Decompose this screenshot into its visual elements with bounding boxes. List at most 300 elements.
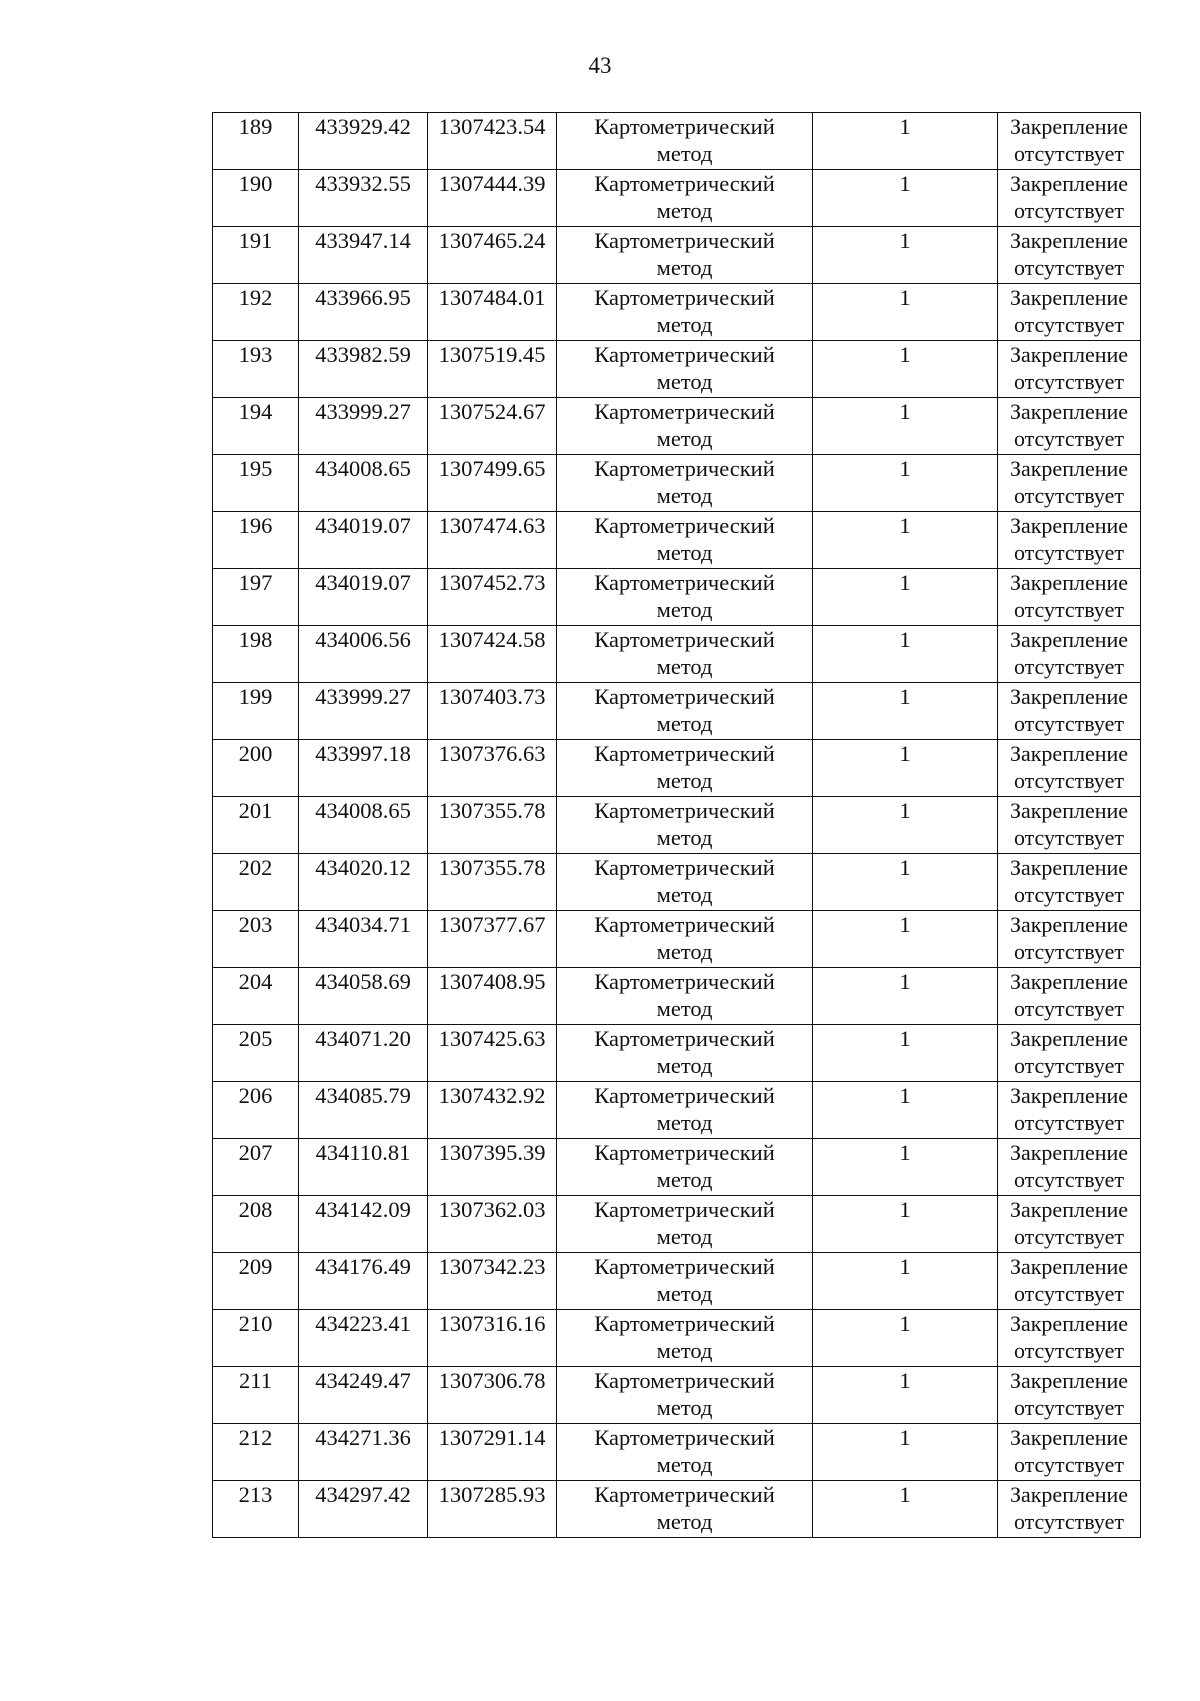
x-coordinate-cell-text: 434006.56 bbox=[315, 627, 411, 652]
table-row bbox=[213, 1139, 1141, 1196]
method-cell bbox=[557, 1025, 813, 1082]
y-coordinate-cell bbox=[428, 1082, 557, 1139]
accuracy-cell bbox=[813, 1310, 998, 1367]
point-number-cell bbox=[213, 797, 299, 854]
accuracy-cell bbox=[813, 170, 998, 227]
y-coordinate-cell-text: 1307291.14 bbox=[438, 1425, 546, 1450]
point-number-cell-text: 206 bbox=[238, 1083, 273, 1108]
table-row bbox=[213, 113, 1141, 170]
x-coordinate-cell bbox=[299, 626, 428, 683]
fixation-cell-text: Закрепление bbox=[1009, 228, 1129, 253]
point-number-cell-text: 208 bbox=[238, 1197, 273, 1222]
method-cell bbox=[557, 1310, 813, 1367]
point-number-cell-text: 211 bbox=[239, 1368, 272, 1393]
method-cell-text: метод bbox=[656, 1395, 713, 1420]
method-cell-text: Картометрический bbox=[594, 228, 775, 253]
y-coordinate-cell bbox=[428, 1310, 557, 1367]
point-number-cell bbox=[213, 1139, 299, 1196]
point-number-cell-text: 199 bbox=[238, 684, 273, 709]
x-coordinate-cell bbox=[299, 1481, 428, 1538]
y-coordinate-cell-text: 1307519.45 bbox=[438, 342, 546, 367]
x-coordinate-cell bbox=[299, 740, 428, 797]
y-coordinate-cell-text: 1307424.58 bbox=[438, 627, 546, 652]
x-coordinate-cell bbox=[299, 113, 428, 170]
accuracy-cell bbox=[813, 1025, 998, 1082]
method-cell bbox=[557, 284, 813, 341]
fixation-cell-text: отсутствует bbox=[1013, 369, 1125, 394]
fixation-cell-text: Закрепление bbox=[1009, 570, 1129, 595]
y-coordinate-cell-text: 1307444.39 bbox=[438, 171, 546, 196]
fixation-cell-text: Закрепление bbox=[1009, 684, 1129, 709]
method-cell-text: Картометрический bbox=[594, 627, 775, 652]
method-cell-text: Картометрический bbox=[594, 513, 775, 538]
method-cell bbox=[557, 740, 813, 797]
x-coordinate-cell bbox=[299, 341, 428, 398]
fixation-cell-text: отсутствует bbox=[1013, 711, 1125, 736]
point-number-cell-text: 196 bbox=[238, 513, 273, 538]
point-number-cell bbox=[213, 512, 299, 569]
fixation-cell-text: отсутствует bbox=[1013, 768, 1125, 793]
coordinates-table bbox=[212, 112, 1141, 1538]
x-coordinate-cell-text: 434019.07 bbox=[315, 513, 411, 538]
point-number-cell bbox=[213, 1025, 299, 1082]
accuracy-cell bbox=[813, 797, 998, 854]
accuracy-cell bbox=[813, 1082, 998, 1139]
method-cell-text: Картометрический bbox=[594, 171, 775, 196]
point-number-cell bbox=[213, 740, 299, 797]
fixation-cell bbox=[998, 968, 1141, 1025]
table-row bbox=[213, 569, 1141, 626]
x-coordinate-cell-text: 434142.09 bbox=[315, 1197, 411, 1222]
fixation-cell-text: Закрепление bbox=[1009, 1425, 1129, 1450]
point-number-cell bbox=[213, 683, 299, 740]
y-coordinate-cell-text: 1307499.65 bbox=[438, 456, 546, 481]
fixation-cell-text: Закрепление bbox=[1009, 1311, 1129, 1336]
fixation-cell bbox=[998, 113, 1141, 170]
fixation-cell-text: Закрепление bbox=[1009, 456, 1129, 481]
method-cell bbox=[557, 341, 813, 398]
method-cell-text: Картометрический bbox=[594, 1254, 775, 1279]
fixation-cell-text: отсутствует bbox=[1013, 426, 1125, 451]
fixation-cell bbox=[998, 854, 1141, 911]
x-coordinate-cell bbox=[299, 1253, 428, 1310]
y-coordinate-cell-text: 1307376.63 bbox=[438, 741, 546, 766]
method-cell bbox=[557, 455, 813, 512]
table-row bbox=[213, 341, 1141, 398]
y-coordinate-cell-text: 1307423.54 bbox=[438, 114, 546, 139]
method-cell-text: Картометрический bbox=[594, 1425, 775, 1450]
fixation-cell-text: Закрепление bbox=[1009, 1482, 1129, 1507]
method-cell-text: метод bbox=[656, 711, 713, 736]
table-row bbox=[213, 1481, 1141, 1538]
accuracy-cell bbox=[813, 683, 998, 740]
point-number-cell bbox=[213, 1310, 299, 1367]
method-cell-text: Картометрический bbox=[594, 342, 775, 367]
table-row bbox=[213, 170, 1141, 227]
fixation-cell-text: отсутствует bbox=[1013, 1224, 1125, 1249]
x-coordinate-cell bbox=[299, 512, 428, 569]
y-coordinate-cell-text: 1307306.78 bbox=[438, 1368, 546, 1393]
method-cell-text: Картометрический bbox=[594, 1026, 775, 1051]
accuracy-cell-text: 1 bbox=[899, 798, 911, 823]
coordinates-table-body bbox=[213, 113, 1141, 1538]
point-number-cell-text: 193 bbox=[238, 342, 273, 367]
y-coordinate-cell-text: 1307355.78 bbox=[438, 855, 546, 880]
x-coordinate-cell bbox=[299, 1367, 428, 1424]
x-coordinate-cell-text: 434058.69 bbox=[315, 969, 411, 994]
y-coordinate-cell bbox=[428, 512, 557, 569]
method-cell-text: Картометрический bbox=[594, 570, 775, 595]
fixation-cell-text: Закрепление bbox=[1009, 627, 1129, 652]
x-coordinate-cell bbox=[299, 968, 428, 1025]
method-cell-text: Картометрический bbox=[594, 285, 775, 310]
y-coordinate-cell bbox=[428, 854, 557, 911]
method-cell-text: Картометрический bbox=[594, 684, 775, 709]
method-cell bbox=[557, 1196, 813, 1253]
method-cell-text: метод bbox=[656, 597, 713, 622]
accuracy-cell bbox=[813, 512, 998, 569]
y-coordinate-cell-text: 1307484.01 bbox=[438, 285, 546, 310]
point-number-cell-text: 195 bbox=[238, 456, 273, 481]
accuracy-cell-text: 1 bbox=[899, 1368, 911, 1393]
method-cell-text: Картометрический bbox=[594, 456, 775, 481]
x-coordinate-cell-text: 434008.65 bbox=[315, 456, 411, 481]
accuracy-cell-text: 1 bbox=[899, 228, 911, 253]
fixation-cell-text: отсутствует bbox=[1013, 540, 1125, 565]
y-coordinate-cell bbox=[428, 1139, 557, 1196]
y-coordinate-cell-text: 1307452.73 bbox=[438, 570, 546, 595]
y-coordinate-cell bbox=[428, 227, 557, 284]
accuracy-cell-text: 1 bbox=[899, 1140, 911, 1165]
point-number-cell bbox=[213, 854, 299, 911]
fixation-cell-text: отсутствует bbox=[1013, 1509, 1125, 1534]
method-cell-text: метод bbox=[656, 1053, 713, 1078]
accuracy-cell-text: 1 bbox=[899, 912, 911, 937]
y-coordinate-cell-text: 1307355.78 bbox=[438, 798, 546, 823]
accuracy-cell bbox=[813, 227, 998, 284]
y-coordinate-cell-text: 1307285.93 bbox=[438, 1482, 546, 1507]
method-cell-text: метод bbox=[656, 198, 713, 223]
y-coordinate-cell-text: 1307377.67 bbox=[438, 912, 546, 937]
fixation-cell-text: Закрепление bbox=[1009, 1140, 1129, 1165]
method-cell bbox=[557, 1082, 813, 1139]
accuracy-cell-text: 1 bbox=[899, 684, 911, 709]
point-number-cell bbox=[213, 968, 299, 1025]
x-coordinate-cell bbox=[299, 1139, 428, 1196]
method-cell-text: метод bbox=[656, 1167, 713, 1192]
x-coordinate-cell-text: 434008.65 bbox=[315, 798, 411, 823]
y-coordinate-cell bbox=[428, 284, 557, 341]
method-cell-text: метод bbox=[656, 1110, 713, 1135]
y-coordinate-cell bbox=[428, 113, 557, 170]
fixation-cell-text: отсутствует bbox=[1013, 1281, 1125, 1306]
table-row bbox=[213, 1310, 1141, 1367]
point-number-cell-text: 190 bbox=[238, 171, 273, 196]
x-coordinate-cell-text: 434110.81 bbox=[315, 1140, 411, 1165]
fixation-cell-text: Закрепление bbox=[1009, 912, 1129, 937]
x-coordinate-cell-text: 434034.71 bbox=[315, 912, 411, 937]
fixation-cell-text: отсутствует bbox=[1013, 825, 1125, 850]
fixation-cell-text: Закрепление bbox=[1009, 342, 1129, 367]
y-coordinate-cell bbox=[428, 1424, 557, 1481]
method-cell bbox=[557, 227, 813, 284]
y-coordinate-cell-text: 1307342.23 bbox=[438, 1254, 546, 1279]
point-number-cell-text: 213 bbox=[238, 1482, 273, 1507]
x-coordinate-cell bbox=[299, 1082, 428, 1139]
y-coordinate-cell-text: 1307316.16 bbox=[438, 1311, 546, 1336]
table-row bbox=[213, 1367, 1141, 1424]
accuracy-cell bbox=[813, 1253, 998, 1310]
y-coordinate-cell-text: 1307432.92 bbox=[438, 1083, 546, 1108]
method-cell-text: Картометрический bbox=[594, 1482, 775, 1507]
fixation-cell bbox=[998, 227, 1141, 284]
fixation-cell-text: отсутствует bbox=[1013, 939, 1125, 964]
point-number-cell-text: 200 bbox=[238, 741, 273, 766]
method-cell-text: Картометрический bbox=[594, 969, 775, 994]
method-cell bbox=[557, 113, 813, 170]
point-number-cell bbox=[213, 113, 299, 170]
point-number-cell bbox=[213, 911, 299, 968]
x-coordinate-cell-text: 434223.41 bbox=[315, 1311, 411, 1336]
page-number: 43 bbox=[588, 53, 612, 78]
point-number-cell bbox=[213, 1367, 299, 1424]
method-cell-text: метод bbox=[656, 768, 713, 793]
method-cell-text: метод bbox=[656, 654, 713, 679]
accuracy-cell bbox=[813, 1367, 998, 1424]
fixation-cell bbox=[998, 341, 1141, 398]
point-number-cell-text: 203 bbox=[238, 912, 273, 937]
point-number-cell-text: 191 bbox=[238, 228, 273, 253]
x-coordinate-cell-text: 433929.42 bbox=[315, 114, 411, 139]
accuracy-cell-text: 1 bbox=[899, 171, 911, 196]
fixation-cell-text: Закрепление bbox=[1009, 1083, 1129, 1108]
x-coordinate-cell-text: 433947.14 bbox=[315, 228, 411, 253]
method-cell bbox=[557, 1139, 813, 1196]
point-number-cell-text: 189 bbox=[238, 114, 273, 139]
x-coordinate-cell bbox=[299, 911, 428, 968]
y-coordinate-cell-text: 1307395.39 bbox=[438, 1140, 546, 1165]
table-row bbox=[213, 512, 1141, 569]
table-row bbox=[213, 284, 1141, 341]
x-coordinate-cell bbox=[299, 170, 428, 227]
point-number-cell bbox=[213, 1253, 299, 1310]
fixation-cell bbox=[998, 170, 1141, 227]
table-row bbox=[213, 1025, 1141, 1082]
method-cell bbox=[557, 626, 813, 683]
x-coordinate-cell bbox=[299, 854, 428, 911]
point-number-cell-text: 207 bbox=[238, 1140, 273, 1165]
x-coordinate-cell bbox=[299, 455, 428, 512]
x-coordinate-cell-text: 434020.12 bbox=[315, 855, 411, 880]
table-row bbox=[213, 626, 1141, 683]
accuracy-cell-text: 1 bbox=[899, 1197, 911, 1222]
accuracy-cell bbox=[813, 740, 998, 797]
fixation-cell-text: Закрепление bbox=[1009, 1026, 1129, 1051]
method-cell bbox=[557, 569, 813, 626]
fixation-cell-text: отсутствует bbox=[1013, 141, 1125, 166]
fixation-cell-text: Закрепление bbox=[1009, 741, 1129, 766]
point-number-cell-text: 198 bbox=[238, 627, 273, 652]
x-coordinate-cell bbox=[299, 1025, 428, 1082]
point-number-cell-text: 205 bbox=[238, 1026, 273, 1051]
method-cell bbox=[557, 170, 813, 227]
x-coordinate-cell bbox=[299, 398, 428, 455]
x-coordinate-cell bbox=[299, 284, 428, 341]
fixation-cell-text: Закрепление bbox=[1009, 855, 1129, 880]
x-coordinate-cell-text: 434085.79 bbox=[315, 1083, 411, 1108]
fixation-cell bbox=[998, 1424, 1141, 1481]
accuracy-cell bbox=[813, 341, 998, 398]
y-coordinate-cell bbox=[428, 569, 557, 626]
accuracy-cell bbox=[813, 569, 998, 626]
x-coordinate-cell bbox=[299, 683, 428, 740]
accuracy-cell-text: 1 bbox=[899, 570, 911, 595]
x-coordinate-cell-text: 433999.27 bbox=[315, 399, 411, 424]
accuracy-cell-text: 1 bbox=[899, 1254, 911, 1279]
y-coordinate-cell-text: 1307474.63 bbox=[438, 513, 546, 538]
method-cell-text: Картометрический bbox=[594, 741, 775, 766]
fixation-cell-text: отсутствует bbox=[1013, 483, 1125, 508]
fixation-cell-text: Закрепление bbox=[1009, 285, 1129, 310]
method-cell-text: Картометрический bbox=[594, 1083, 775, 1108]
method-cell-text: Картометрический bbox=[594, 1140, 775, 1165]
accuracy-cell bbox=[813, 398, 998, 455]
fixation-cell bbox=[998, 1481, 1141, 1538]
y-coordinate-cell bbox=[428, 455, 557, 512]
fixation-cell bbox=[998, 1253, 1141, 1310]
method-cell-text: метод bbox=[656, 255, 713, 280]
y-coordinate-cell bbox=[428, 398, 557, 455]
method-cell-text: Картометрический bbox=[594, 114, 775, 139]
table-row bbox=[213, 227, 1141, 284]
method-cell-text: метод bbox=[656, 996, 713, 1021]
table-row bbox=[213, 1424, 1141, 1481]
point-number-cell bbox=[213, 398, 299, 455]
y-coordinate-cell bbox=[428, 170, 557, 227]
table-row bbox=[213, 1253, 1141, 1310]
accuracy-cell bbox=[813, 1139, 998, 1196]
method-cell-text: Картометрический bbox=[594, 1311, 775, 1336]
fixation-cell-text: Закрепление bbox=[1009, 969, 1129, 994]
fixation-cell bbox=[998, 911, 1141, 968]
method-cell bbox=[557, 968, 813, 1025]
fixation-cell bbox=[998, 683, 1141, 740]
method-cell-text: метод bbox=[656, 825, 713, 850]
fixation-cell bbox=[998, 455, 1141, 512]
x-coordinate-cell-text: 434176.49 bbox=[315, 1254, 411, 1279]
fixation-cell-text: отсутствует bbox=[1013, 1452, 1125, 1477]
method-cell-text: Картометрический bbox=[594, 1197, 775, 1222]
fixation-cell-text: отсутствует bbox=[1013, 654, 1125, 679]
fixation-cell-text: Закрепление bbox=[1009, 1197, 1129, 1222]
point-number-cell-text: 201 bbox=[238, 798, 273, 823]
point-number-cell-text: 192 bbox=[238, 285, 273, 310]
method-cell bbox=[557, 683, 813, 740]
accuracy-cell bbox=[813, 626, 998, 683]
method-cell-text: метод bbox=[656, 1452, 713, 1477]
point-number-cell bbox=[213, 1082, 299, 1139]
x-coordinate-cell-text: 433999.27 bbox=[315, 684, 411, 709]
accuracy-cell bbox=[813, 113, 998, 170]
fixation-cell-text: отсутствует bbox=[1013, 597, 1125, 622]
fixation-cell-text: отсутствует bbox=[1013, 312, 1125, 337]
method-cell-text: метод bbox=[656, 1509, 713, 1534]
x-coordinate-cell-text: 434271.36 bbox=[315, 1425, 411, 1450]
fixation-cell-text: отсутствует bbox=[1013, 1167, 1125, 1192]
method-cell-text: метод bbox=[656, 369, 713, 394]
accuracy-cell bbox=[813, 854, 998, 911]
method-cell bbox=[557, 854, 813, 911]
x-coordinate-cell bbox=[299, 1424, 428, 1481]
point-number-cell bbox=[213, 1481, 299, 1538]
method-cell-text: Картометрический bbox=[594, 1368, 775, 1393]
point-number-cell bbox=[213, 227, 299, 284]
point-number-cell-text: 212 bbox=[238, 1425, 273, 1450]
point-number-cell bbox=[213, 341, 299, 398]
point-number-cell bbox=[213, 1424, 299, 1481]
y-coordinate-cell bbox=[428, 1196, 557, 1253]
method-cell-text: метод bbox=[656, 141, 713, 166]
method-cell-text: Картометрический bbox=[594, 798, 775, 823]
fixation-cell-text: Закрепление bbox=[1009, 114, 1129, 139]
method-cell bbox=[557, 398, 813, 455]
table-row bbox=[213, 911, 1141, 968]
y-coordinate-cell bbox=[428, 1025, 557, 1082]
y-coordinate-cell bbox=[428, 968, 557, 1025]
fixation-cell-text: Закрепление bbox=[1009, 798, 1129, 823]
fixation-cell-text: отсутствует bbox=[1013, 1338, 1125, 1363]
fixation-cell-text: Закрепление bbox=[1009, 513, 1129, 538]
point-number-cell-text: 204 bbox=[238, 969, 273, 994]
y-coordinate-cell bbox=[428, 626, 557, 683]
accuracy-cell-text: 1 bbox=[899, 1083, 911, 1108]
method-cell-text: Картометрический bbox=[594, 912, 775, 937]
fixation-cell bbox=[998, 797, 1141, 854]
accuracy-cell-text: 1 bbox=[899, 342, 911, 367]
y-coordinate-cell-text: 1307362.03 bbox=[438, 1197, 546, 1222]
point-number-cell-text: 194 bbox=[238, 399, 273, 424]
accuracy-cell-text: 1 bbox=[899, 456, 911, 481]
x-coordinate-cell-text: 434019.07 bbox=[315, 570, 411, 595]
method-cell-text: метод bbox=[656, 1338, 713, 1363]
fixation-cell-text: Закрепление bbox=[1009, 171, 1129, 196]
y-coordinate-cell bbox=[428, 1481, 557, 1538]
fixation-cell bbox=[998, 284, 1141, 341]
method-cell bbox=[557, 512, 813, 569]
fixation-cell-text: отсутствует bbox=[1013, 996, 1125, 1021]
point-number-cell bbox=[213, 1196, 299, 1253]
fixation-cell bbox=[998, 740, 1141, 797]
point-number-cell bbox=[213, 455, 299, 512]
y-coordinate-cell bbox=[428, 740, 557, 797]
method-cell-text: метод bbox=[656, 939, 713, 964]
fixation-cell-text: отсутствует bbox=[1013, 255, 1125, 280]
accuracy-cell bbox=[813, 1196, 998, 1253]
method-cell-text: метод bbox=[656, 1224, 713, 1249]
method-cell bbox=[557, 1253, 813, 1310]
y-coordinate-cell-text: 1307524.67 bbox=[438, 399, 546, 424]
accuracy-cell bbox=[813, 911, 998, 968]
fixation-cell-text: отсутствует bbox=[1013, 198, 1125, 223]
x-coordinate-cell bbox=[299, 1310, 428, 1367]
method-cell-text: метод bbox=[656, 540, 713, 565]
y-coordinate-cell-text: 1307425.63 bbox=[438, 1026, 546, 1051]
x-coordinate-cell bbox=[299, 1196, 428, 1253]
y-coordinate-cell bbox=[428, 1367, 557, 1424]
method-cell-text: метод bbox=[656, 426, 713, 451]
accuracy-cell-text: 1 bbox=[899, 399, 911, 424]
accuracy-cell-text: 1 bbox=[899, 1425, 911, 1450]
